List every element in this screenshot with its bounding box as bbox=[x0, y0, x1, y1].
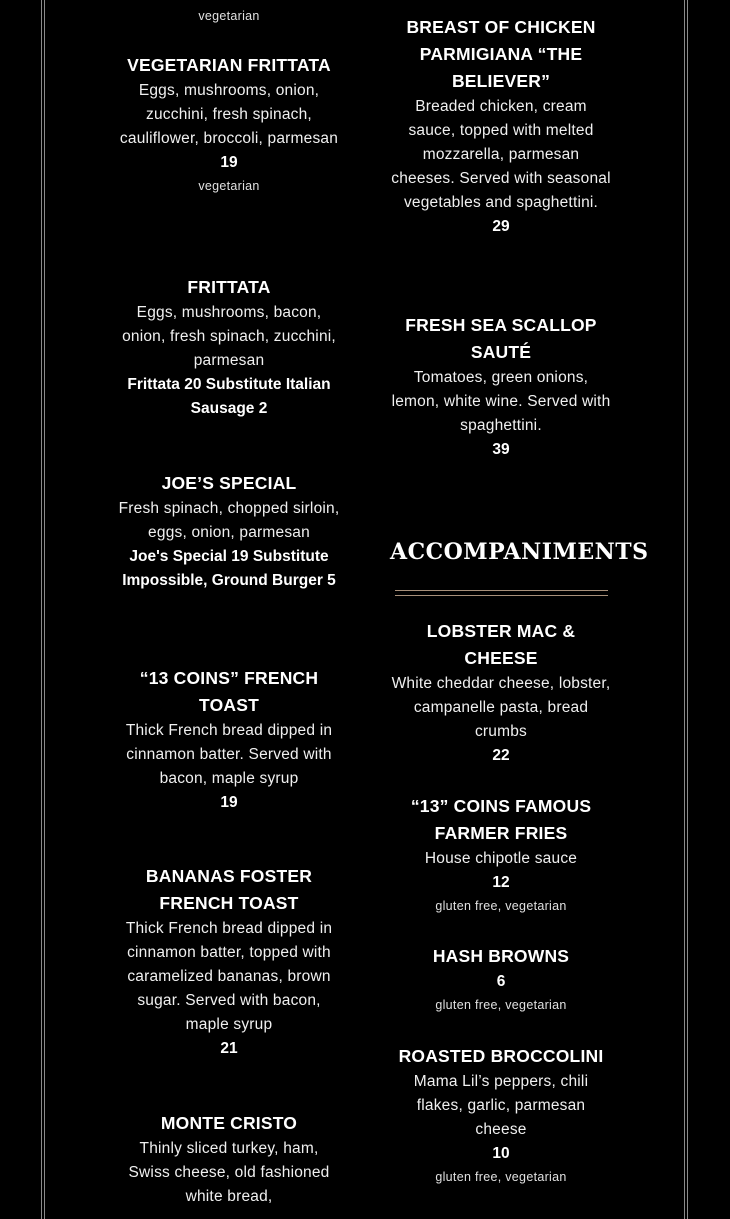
menu-item-monte-cristo bbox=[118, 1110, 340, 1209]
item-name: “13 COINS” FRENCH TOAST bbox=[139, 668, 319, 715]
item-name: VEGETARIAN FRITTATA bbox=[127, 55, 331, 75]
item-name: BANANAS FOSTER FRENCH TOAST bbox=[145, 866, 313, 913]
menu-item-frittata bbox=[118, 274, 340, 421]
menu-frame-left-inner bbox=[44, 0, 45, 1219]
item-description: Fresh spinach, chopped sirloin, eggs, onion, parmesan bbox=[118, 500, 340, 541]
menu-item-vegetarian-frittata bbox=[118, 52, 340, 197]
section-divider bbox=[395, 590, 608, 596]
item-description: White cheddar cheese, lobster, campanelle pasta, bread crumbs bbox=[391, 675, 611, 740]
item-description: Breaded chicken, cream sauce, topped with melted mozzarella, parmesan cheeses. Served with seasonal vegetables and spaghettini. bbox=[391, 98, 611, 211]
menu-frame-right-outer bbox=[687, 0, 688, 1219]
menu-frame-left-outer bbox=[41, 0, 42, 1219]
section-heading-accompaniments: ACCOMPANIMENTS bbox=[390, 539, 649, 565]
dietary-tag: vegetarian bbox=[198, 179, 260, 193]
item-description: Thick French bread dipped in cinnamon batter. Served with bacon, maple syrup bbox=[125, 722, 333, 787]
menu-item-chicken-parmigiana bbox=[390, 14, 612, 239]
item-price: Frittata 20 Substitute Italian Sausage 2 bbox=[127, 376, 331, 417]
item-description: House chipotle sauce bbox=[424, 850, 578, 867]
menu-item-hash-browns bbox=[390, 943, 612, 1016]
dietary-tag: gluten free, vegetarian bbox=[435, 899, 567, 913]
item-name: HASH BROWNS bbox=[432, 946, 570, 966]
item-name: JOE’S SPECIAL bbox=[161, 473, 297, 493]
item-price: 22 bbox=[492, 747, 510, 764]
item-name: LOBSTER MAC & CHEESE bbox=[426, 621, 576, 668]
item-price: 39 bbox=[492, 441, 510, 458]
item-price: 6 bbox=[496, 973, 506, 990]
item-price: 10 bbox=[492, 1145, 510, 1162]
item-name: ROASTED BROCCOLINI bbox=[398, 1046, 604, 1066]
item-name: MONTE CRISTO bbox=[160, 1113, 298, 1133]
item-description: Thinly sliced turkey, ham, Swiss cheese, old fashioned white bread, bbox=[128, 1140, 330, 1205]
item-name: “13” COINS FAMOUS FARMER FRIES bbox=[410, 796, 592, 843]
menu-frame-right-inner bbox=[684, 0, 685, 1219]
item-description: Thick French bread dipped in cinnamon batter, topped with caramelized bananas, brown sugar. Served with bacon, maple syrup bbox=[125, 920, 333, 1033]
item-name: BREAST OF CHICKEN PARMIGIANA “THE BELIEVER” bbox=[406, 17, 596, 91]
item-price: 12 bbox=[492, 874, 510, 891]
menu-item-roasted-broccolini bbox=[390, 1043, 612, 1188]
item-price: 19 bbox=[220, 794, 238, 811]
item-name: FRESH SEA SCALLOP SAUTÉ bbox=[405, 315, 597, 362]
menu-item-lobster-mac-cheese bbox=[390, 618, 612, 768]
menu-item-partial bbox=[118, 5, 340, 27]
menu-item-13-coins-french-toast bbox=[118, 665, 340, 815]
menu-item-bananas-foster-french-toast bbox=[118, 863, 340, 1061]
item-description: Tomatoes, green onions, lemon, white wine. Served with spaghettini. bbox=[391, 369, 611, 434]
item-price: 21 bbox=[220, 1040, 238, 1057]
menu-item-sea-scallop-saute bbox=[390, 312, 612, 462]
item-description: Eggs, mushrooms, onion, zucchini, fresh spinach, cauliflower, broccoli, parmesan bbox=[119, 82, 339, 147]
item-name: FRITTATA bbox=[187, 277, 271, 297]
item-description: Eggs, mushrooms, bacon, onion, fresh spinach, zucchini, parmesan bbox=[122, 304, 336, 369]
item-price: 19 bbox=[220, 154, 238, 171]
dietary-tag: vegetarian bbox=[198, 9, 260, 23]
menu-item-farmer-fries bbox=[390, 793, 612, 917]
item-price: Joe's Special 19 Substitute Impossible, Ground Burger 5 bbox=[122, 548, 336, 589]
item-price: 29 bbox=[492, 218, 510, 235]
item-description: Mama Lil’s peppers, chili flakes, garlic, parmesan cheese bbox=[413, 1073, 589, 1138]
menu-item-joes-special bbox=[118, 470, 340, 593]
dietary-tag: gluten free, vegetarian bbox=[435, 998, 567, 1012]
dietary-tag: gluten free, vegetarian bbox=[435, 1170, 567, 1184]
